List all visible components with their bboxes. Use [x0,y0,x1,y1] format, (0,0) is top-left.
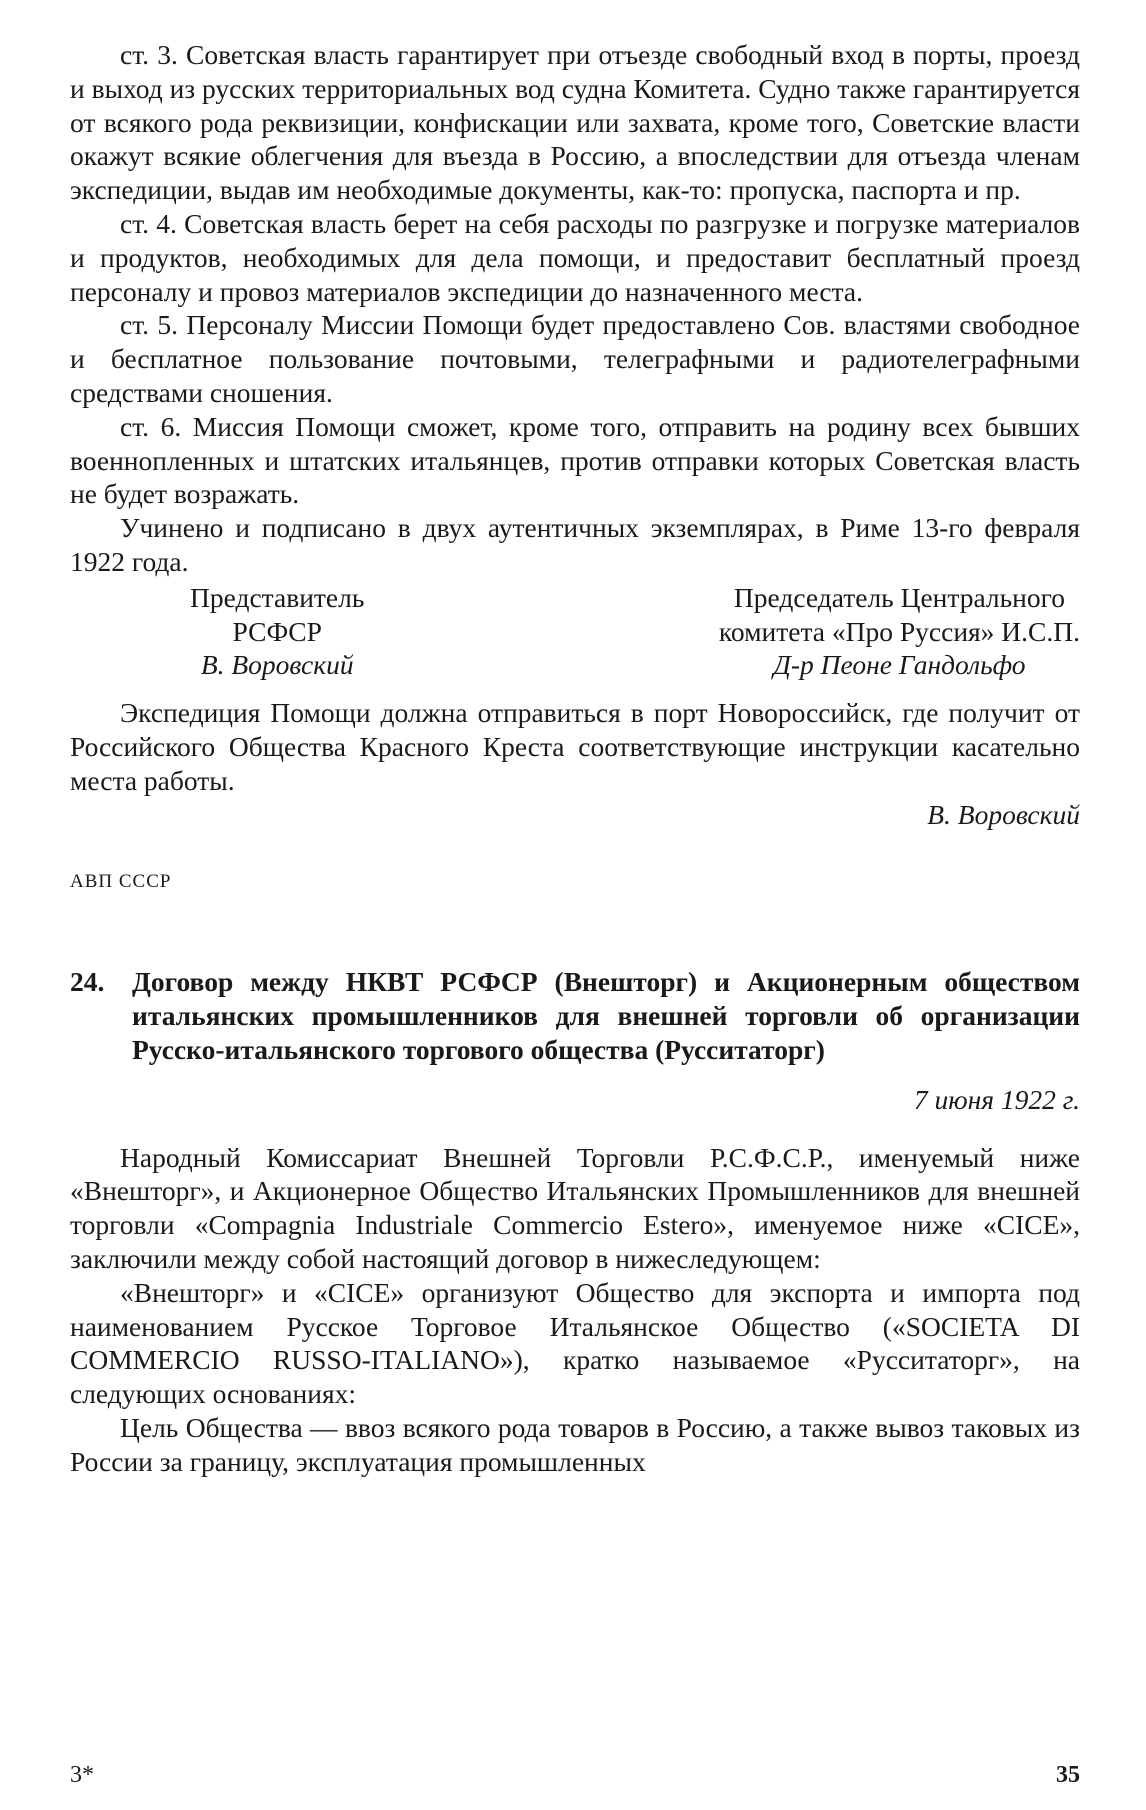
page-number: 35 [1056,1762,1080,1788]
document-date: 7 июня 1922 г. [913,1083,1080,1115]
signature-name: В. Воровский [200,649,354,681]
signature-title-line: Председатель Центрального [733,581,1065,613]
document-title: Договор между НКВТ РСФСР (Внешторг) и Акционерным обществом итальянских промышленников для внешней торговли об организации Русско-итальянского торгового общества (Русситаторг) [132,966,1080,1065]
signature-rsfsr [190,581,364,682]
document-number: 24. [70,966,105,998]
expedition-signature: В. Воровский [927,798,1080,830]
body-paragraph: Народный Комиссариат Внешней Торговли Р.С.Ф.С.Р., именуемый ниже «Внешторг», и Акционерное Общество Итальянских Промышленников для внешней торговли «Compagnia Industriale Commercio Estero», именуемое ниже «CICE», заключили между собой настоящий договор в нижеследующем: [70,1141,1080,1274]
article-4: ст. 4. Советская власть берет на себя расходы по разгрузке и погрузке материалов и продуктов, необходимых для дела помощи, и предоставит бесплатный проезд персоналу и провоз материалов экспедиции до назначенного места. [70,207,1080,307]
signed-statement: Учинено и подписано в двух аутентичных экземплярах, в Риме 13-го февраля 1922 года. [70,512,1080,577]
signature-name: Д-р Пеоне Гандольфо [773,649,1026,681]
body-paragraph: «Внешторг» и «CICE» организуют Общество для экспорта и импорта под наименованием Русское Торговое Итальянское Общество («SOCIETA DI COMMERCIO RUSSO-ITALIANO»), кратко называемое «Русситаторг», на следующих основаниях: [70,1276,1080,1410]
article-6: ст. 6. Миссия Помощи сможет, кроме того, отправить на родину всех бывших военнопленных и штатских итальянцев, против отправки которых Советская власть не будет возражать. [70,410,1080,510]
article-3: ст. 3. Советская власть гарантирует при отъезде свободный вход в порты, проезд и выход из русских территориальных вод судна Комитета. Судно также гарантируется от всякого рода реквизиции, конфискации или захвата, кроме того, Советские власти окажут всякие облегчения для въезда в Россию, а впоследствии для отъезда членам экспедиции, выдав им необходимые документы, как-то: пропуска, паспорта и пр. [70,39,1080,206]
signature-title-line: РСФСР [232,615,322,647]
article-5: ст. 5. Персоналу Миссии Помощи будет предоставлено Сов. властями свободное и бесплатное пользование почтовыми, телеграфными и радиотелеграфными средствами сношения. [70,309,1080,408]
document-page [70,38,1080,1478]
page-footer [70,1762,1080,1789]
body-paragraph: Цель Общества — ввоз всякого рода товаров в Россию, а также вывоз таковых из России за границу, эксплуатация промышленных [70,1411,1080,1477]
signature-title-line: комитета «Про Руссия» И.С.П. [718,615,1080,647]
archive-source: АВП СССР [70,871,172,893]
signature-block [70,581,1080,682]
signature-mark: 3* [70,1762,94,1788]
signature-committee [719,581,1080,682]
expedition-paragraph: Экспедиция Помощи должна отправиться в порт Новороссийск, где получит от Российского Общества Красного Креста соответствующие инструкции касательно места работы. [70,697,1080,796]
signature-title-line: Представитель [190,581,365,613]
document-heading [70,965,1080,1066]
